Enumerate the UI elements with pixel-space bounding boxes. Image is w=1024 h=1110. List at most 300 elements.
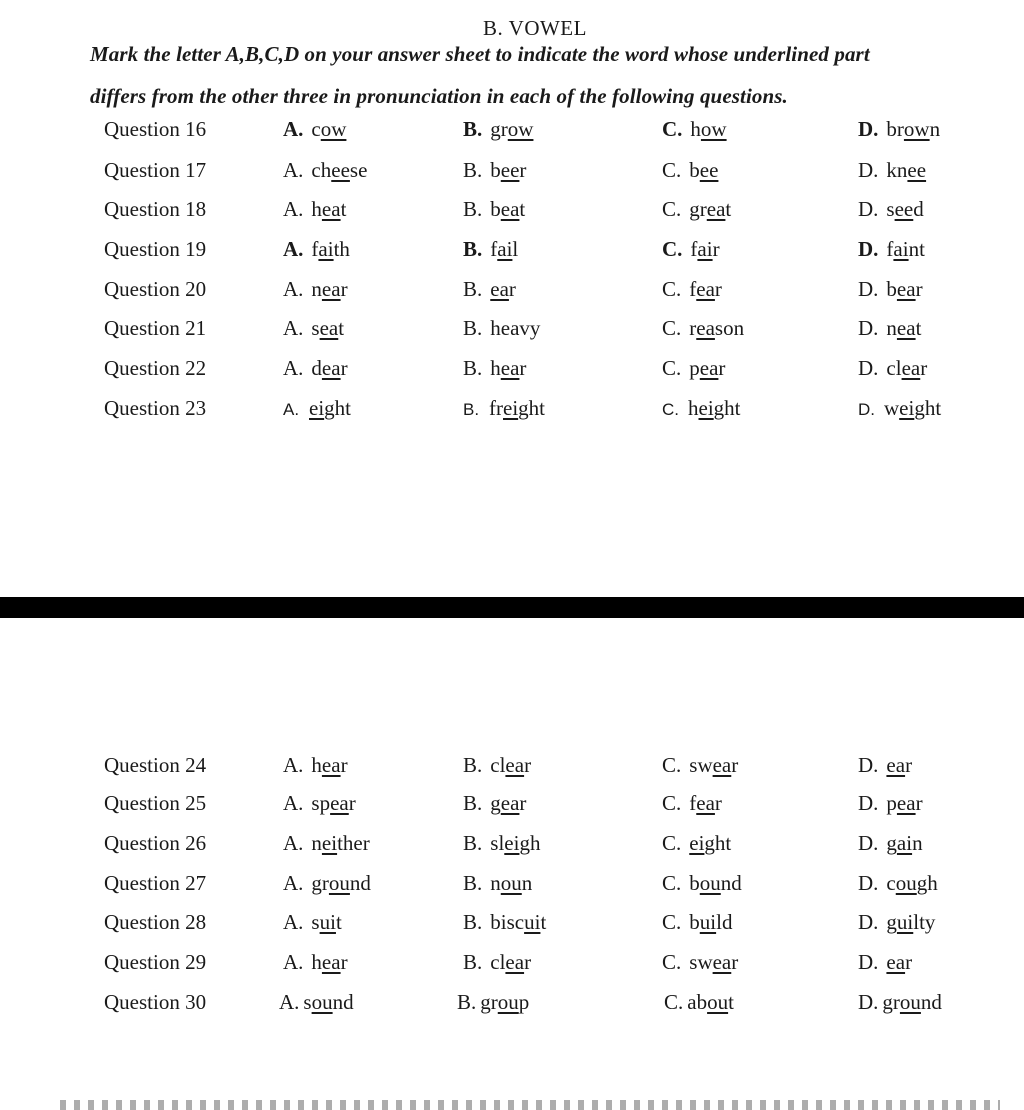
underlined-part: ai [497, 237, 513, 261]
answer-option-d[interactable] [858, 237, 925, 262]
option-word [886, 950, 912, 974]
word-prefix: b [490, 158, 501, 182]
answer-option-c[interactable] [662, 910, 732, 935]
option-word [689, 158, 718, 182]
word-prefix: f [689, 791, 697, 815]
underlined-part: ea [500, 356, 520, 380]
underlined-part: ea [321, 356, 341, 380]
option-word [690, 117, 726, 141]
option-word [303, 990, 353, 1014]
word-suffix: t [725, 197, 732, 221]
answer-option-b[interactable] [463, 316, 540, 341]
option-letter: B. [463, 950, 483, 974]
word-prefix: s [311, 910, 320, 934]
word-suffix: r [731, 950, 739, 974]
word-prefix: c [311, 117, 321, 141]
word-prefix: cl [490, 950, 506, 974]
word-prefix: p [886, 791, 897, 815]
question-row [0, 753, 1024, 787]
word-prefix: b [689, 910, 700, 934]
option-letter: A. [283, 400, 300, 419]
answer-option-b[interactable] [463, 910, 546, 935]
option-word [309, 396, 351, 420]
word-suffix: n [912, 831, 923, 855]
word-prefix: b [689, 158, 700, 182]
option-word [311, 277, 347, 301]
question-row [0, 277, 1024, 311]
option-word [886, 910, 935, 934]
word-suffix: t [338, 316, 345, 340]
option-word [689, 277, 722, 301]
word-prefix: h [490, 356, 501, 380]
underlined-part: ea [500, 791, 520, 815]
answer-option-d[interactable] [858, 158, 926, 183]
underlined-part: ei [309, 396, 325, 420]
question-label: Question 24 [104, 753, 207, 777]
underlined-part: ei [689, 831, 705, 855]
option-letter: C. [662, 117, 683, 141]
answer-option-a[interactable] [283, 950, 348, 975]
underlined-part: ou [328, 871, 350, 895]
word-suffix: ght [914, 396, 942, 420]
question-label: Question 20 [104, 277, 207, 301]
word-suffix: nd [720, 871, 742, 895]
option-letter: D. [858, 117, 879, 141]
question-row [0, 871, 1024, 905]
option-word [311, 356, 347, 380]
underlined-part: ee [894, 197, 914, 221]
word-prefix: sp [311, 791, 331, 815]
word-prefix: s [303, 990, 312, 1014]
underlined-part: ea [696, 316, 715, 340]
underlined-part: ea [319, 316, 339, 340]
underlined-part: ou [497, 990, 519, 1014]
answer-option-c[interactable] [662, 197, 731, 222]
option-word [490, 117, 533, 141]
answer-option-b[interactable] [463, 950, 531, 975]
word-prefix: gr [882, 990, 900, 1014]
answer-option-a[interactable] [283, 197, 346, 222]
word-prefix: f [689, 277, 697, 301]
answer-option-c[interactable] [662, 871, 742, 896]
answer-option-c[interactable] [662, 277, 722, 302]
underlined-part: ea [321, 753, 341, 777]
option-letter: C. [662, 791, 682, 815]
word-suffix: ght [704, 831, 732, 855]
option-letter: C. [662, 950, 682, 974]
answer-option-b[interactable] [457, 990, 529, 1015]
word-prefix: h [311, 950, 322, 974]
option-word [490, 831, 540, 855]
question-label: Question 17 [104, 158, 207, 182]
underlined-part: ou [311, 990, 333, 1014]
option-letter: C. [662, 197, 682, 221]
underlined-part: ow [700, 117, 727, 141]
option-letter: A. [283, 356, 304, 380]
word-suffix: r [712, 237, 720, 261]
word-prefix: b [689, 871, 700, 895]
option-word [688, 396, 741, 420]
option-letter: D. [858, 197, 879, 221]
question-row [0, 950, 1024, 984]
answer-option-c[interactable] [662, 117, 727, 142]
word-prefix: n [311, 831, 322, 855]
option-letter: D. [858, 356, 879, 380]
instruction-line-1: Mark the letter A,B,C,D on your answer sheet to indicate the word whose underlined part [90, 42, 870, 66]
option-letter: A. [283, 197, 304, 221]
answer-option-b[interactable] [463, 753, 531, 778]
option-word [689, 791, 722, 815]
question-label: Question 21 [104, 316, 207, 340]
answer-option-d[interactable] [858, 356, 927, 381]
word-suffix: th [333, 237, 350, 261]
answer-option-a[interactable] [279, 990, 354, 1015]
word-suffix: r [340, 950, 348, 974]
answer-option-a[interactable] [283, 831, 370, 856]
underlined-part: ea [706, 197, 726, 221]
option-word [490, 950, 531, 974]
answer-option-b[interactable] [463, 117, 533, 142]
question-row [0, 356, 1024, 390]
section-heading: B. VOWEL [483, 16, 587, 40]
answer-option-d[interactable] [858, 117, 940, 142]
word-suffix: r [915, 791, 923, 815]
option-word [490, 871, 532, 895]
word-suffix: nd [332, 990, 354, 1014]
word-prefix: br [886, 117, 904, 141]
underlined-part: ea [896, 791, 916, 815]
word-suffix: nt [908, 237, 925, 261]
answer-option-b[interactable] [463, 237, 518, 262]
answer-option-d[interactable] [858, 753, 912, 778]
answer-option-b[interactable] [463, 831, 540, 856]
underlined-part: ea [712, 753, 732, 777]
underlined-part: ea [896, 277, 916, 301]
word-prefix: cl [886, 356, 902, 380]
option-letter: B. [463, 117, 483, 141]
answer-option-b[interactable] [463, 356, 526, 381]
word-suffix: r [718, 356, 726, 380]
underlined-part: ea [901, 356, 921, 380]
option-letter: B. [463, 356, 483, 380]
answer-option-d[interactable] [858, 950, 912, 975]
question-label: Question 30 [104, 990, 207, 1014]
option-word [490, 910, 546, 934]
word-prefix: s [311, 316, 320, 340]
option-word [886, 791, 922, 815]
option-letter: A. [283, 871, 304, 895]
underlined-part: ei [698, 396, 714, 420]
word-prefix: heavy [490, 316, 541, 340]
answer-option-c[interactable] [662, 356, 725, 381]
word-prefix: h [690, 117, 701, 141]
word-suffix: ther [337, 831, 370, 855]
underlined-part: ea [321, 277, 341, 301]
question-row [0, 158, 1024, 192]
option-word [311, 117, 346, 141]
answer-option-c[interactable] [662, 316, 744, 341]
option-letter: B. [463, 910, 483, 934]
word-suffix: son [714, 316, 745, 340]
option-word [689, 356, 725, 380]
option-letter: B. [463, 831, 483, 855]
option-letter: D. [858, 400, 875, 419]
answer-option-a[interactable] [283, 356, 348, 381]
option-letter: D. [858, 950, 879, 974]
word-prefix: ch [311, 158, 332, 182]
option-letter: C. [662, 910, 682, 934]
underlined-part: ee [907, 158, 927, 182]
word-suffix: t [335, 910, 342, 934]
question-row [0, 117, 1024, 151]
word-prefix: b [490, 197, 501, 221]
option-letter: C. [662, 316, 682, 340]
answer-option-a[interactable] [283, 316, 344, 341]
option-word [886, 197, 923, 221]
answer-option-d[interactable] [858, 990, 942, 1015]
underlined-part: ea [696, 277, 715, 301]
underlined-part: ui [319, 910, 336, 934]
answer-option-c[interactable] [662, 950, 738, 975]
question-label: Question 29 [104, 950, 207, 974]
instruction-line-2: differs from the other three in pronunciation in each of the following questions. [90, 84, 788, 108]
word-prefix: g [490, 791, 501, 815]
underlined-part: ea [896, 316, 916, 340]
answer-option-a[interactable] [283, 158, 367, 183]
option-letter: D. [858, 910, 879, 934]
answer-option-c[interactable] [662, 753, 738, 778]
option-letter: C. [662, 237, 683, 261]
option-letter: B. [463, 158, 483, 182]
option-letter: A. [283, 950, 304, 974]
answer-option-a[interactable] [283, 910, 342, 935]
underlined-part: ou [707, 990, 729, 1014]
word-prefix: sw [689, 950, 713, 974]
question-row [0, 197, 1024, 231]
underlined-part: ea [699, 356, 719, 380]
question-label: Question 28 [104, 910, 207, 934]
underlined-part: ou [895, 871, 917, 895]
word-suffix: ld [716, 910, 733, 934]
word-suffix: r [519, 158, 527, 182]
question-label: Question 16 [104, 117, 207, 141]
option-letter: D. [858, 990, 879, 1014]
word-suffix: r [519, 356, 527, 380]
answer-option-c[interactable] [664, 990, 734, 1015]
underlined-part: ou [899, 990, 921, 1014]
word-suffix: t [540, 910, 547, 934]
option-word [311, 871, 371, 895]
question-label: Question 27 [104, 871, 207, 895]
answer-option-d[interactable] [858, 831, 923, 856]
answer-option-d[interactable] [858, 197, 924, 222]
answer-option-d[interactable] [858, 910, 935, 935]
option-letter: C. [662, 871, 682, 895]
underlined-part: ow [507, 117, 534, 141]
option-letter: A. [283, 831, 304, 855]
word-prefix: h [688, 396, 699, 420]
word-prefix: h [311, 753, 322, 777]
word-prefix: sw [689, 753, 713, 777]
question-label: Question 26 [104, 831, 207, 855]
word-suffix: p [518, 990, 530, 1014]
word-suffix: gh [519, 831, 541, 855]
underlined-part: ea [696, 791, 715, 815]
option-letter: C. [662, 277, 682, 301]
option-word [490, 356, 526, 380]
question-label: Question 25 [104, 791, 207, 815]
option-letter: A. [283, 791, 304, 815]
word-prefix: b [886, 277, 897, 301]
word-prefix: f [690, 237, 698, 261]
word-suffix: r [905, 950, 913, 974]
word-prefix: sl [490, 831, 505, 855]
answer-option-d[interactable] [858, 316, 921, 341]
word-prefix: s [886, 197, 895, 221]
underlined-part: ow [903, 117, 930, 141]
word-suffix: r [508, 277, 516, 301]
option-letter: C. [662, 753, 682, 777]
option-letter: B. [463, 277, 483, 301]
word-suffix: r [915, 277, 923, 301]
underlined-part: ai [893, 237, 909, 261]
word-suffix: n [929, 117, 941, 141]
option-word [490, 158, 526, 182]
word-prefix: c [886, 871, 896, 895]
word-suffix: t [519, 197, 526, 221]
word-prefix: bisc [490, 910, 525, 934]
option-letter: B. [463, 753, 483, 777]
option-word [311, 753, 347, 777]
word-prefix: g [886, 831, 897, 855]
answer-option-d[interactable] [858, 277, 923, 302]
option-word [689, 316, 744, 340]
question-label: Question 19 [104, 237, 207, 261]
word-prefix: n [490, 871, 501, 895]
underlined-part: ei [321, 831, 338, 855]
answer-option-a[interactable] [283, 277, 348, 302]
answer-option-c[interactable] [662, 831, 731, 856]
question-label: Question 22 [104, 356, 207, 380]
underlined-part: ai [896, 831, 913, 855]
underlined-part: ou [699, 871, 721, 895]
answer-option-b[interactable] [463, 277, 516, 302]
option-word [311, 158, 367, 182]
option-letter: B. [463, 197, 483, 221]
answer-option-d[interactable] [858, 871, 938, 896]
underlined-part: ui [896, 910, 914, 934]
answer-option-a[interactable] [283, 871, 371, 896]
word-prefix: d [311, 356, 322, 380]
answer-option-b[interactable] [463, 396, 545, 421]
option-word [690, 237, 719, 261]
word-suffix: r [731, 753, 739, 777]
word-suffix: r [714, 277, 722, 301]
option-word [689, 871, 742, 895]
answer-option-b[interactable] [463, 791, 526, 816]
option-letter: B. [463, 316, 483, 340]
option-word [882, 990, 942, 1014]
option-letter: C. [662, 356, 682, 380]
question-row [0, 237, 1024, 271]
word-suffix: r [340, 356, 348, 380]
answer-option-a[interactable] [283, 117, 346, 142]
option-word [886, 316, 921, 340]
option-letter: C. [662, 831, 682, 855]
answer-option-c[interactable] [662, 237, 720, 262]
option-word [886, 237, 925, 261]
word-prefix: w [884, 396, 900, 420]
underlined-part: ea [490, 277, 509, 301]
option-letter: B. [457, 990, 477, 1014]
word-prefix: ab [687, 990, 708, 1014]
option-word [311, 791, 355, 815]
option-letter: D. [858, 237, 879, 261]
word-suffix: nd [349, 871, 371, 895]
answer-option-c[interactable] [662, 158, 718, 183]
answer-option-c[interactable] [662, 396, 741, 421]
answer-option-b[interactable] [463, 197, 525, 222]
underlined-part: ea [500, 197, 520, 221]
underlined-part: ui [699, 910, 717, 934]
option-letter: B. [463, 791, 483, 815]
word-suffix: se [349, 158, 368, 182]
option-word [886, 117, 940, 141]
answer-option-d[interactable] [858, 396, 941, 421]
option-word [886, 753, 912, 777]
underlined-part: ea [321, 197, 341, 221]
option-letter: A. [283, 117, 304, 141]
option-word [311, 316, 344, 340]
option-letter: D. [858, 277, 879, 301]
option-word [689, 950, 738, 974]
word-suffix: ght [518, 396, 545, 420]
option-letter: D. [858, 753, 879, 777]
question-row [0, 791, 1024, 825]
answer-option-c[interactable] [662, 791, 722, 816]
underlined-part: ai [318, 237, 334, 261]
underlined-part: ow [320, 117, 347, 141]
word-suffix: gh [916, 871, 938, 895]
word-suffix: t [340, 197, 347, 221]
word-prefix: gr [689, 197, 707, 221]
option-word [886, 831, 922, 855]
underlined-part: ee [331, 158, 350, 182]
word-prefix: gr [311, 871, 329, 895]
word-suffix: r [920, 356, 928, 380]
answer-option-d[interactable] [858, 791, 923, 816]
underlined-part: ou [500, 871, 522, 895]
option-word [886, 871, 937, 895]
word-suffix: t [728, 990, 734, 1014]
underlined-part: ea [505, 950, 525, 974]
answer-option-b[interactable] [463, 871, 532, 896]
answer-option-a[interactable] [283, 237, 350, 262]
option-word [311, 831, 369, 855]
word-suffix: r [524, 950, 532, 974]
answer-option-a[interactable] [283, 791, 356, 816]
word-suffix: r [524, 753, 532, 777]
word-prefix: p [689, 356, 700, 380]
question-row [0, 396, 1024, 430]
word-suffix: r [519, 791, 527, 815]
option-word [489, 396, 545, 420]
answer-option-b[interactable] [463, 158, 526, 183]
option-word [311, 950, 347, 974]
answer-option-a[interactable] [283, 396, 351, 421]
option-letter: D. [858, 316, 879, 340]
answer-option-a[interactable] [283, 753, 348, 778]
